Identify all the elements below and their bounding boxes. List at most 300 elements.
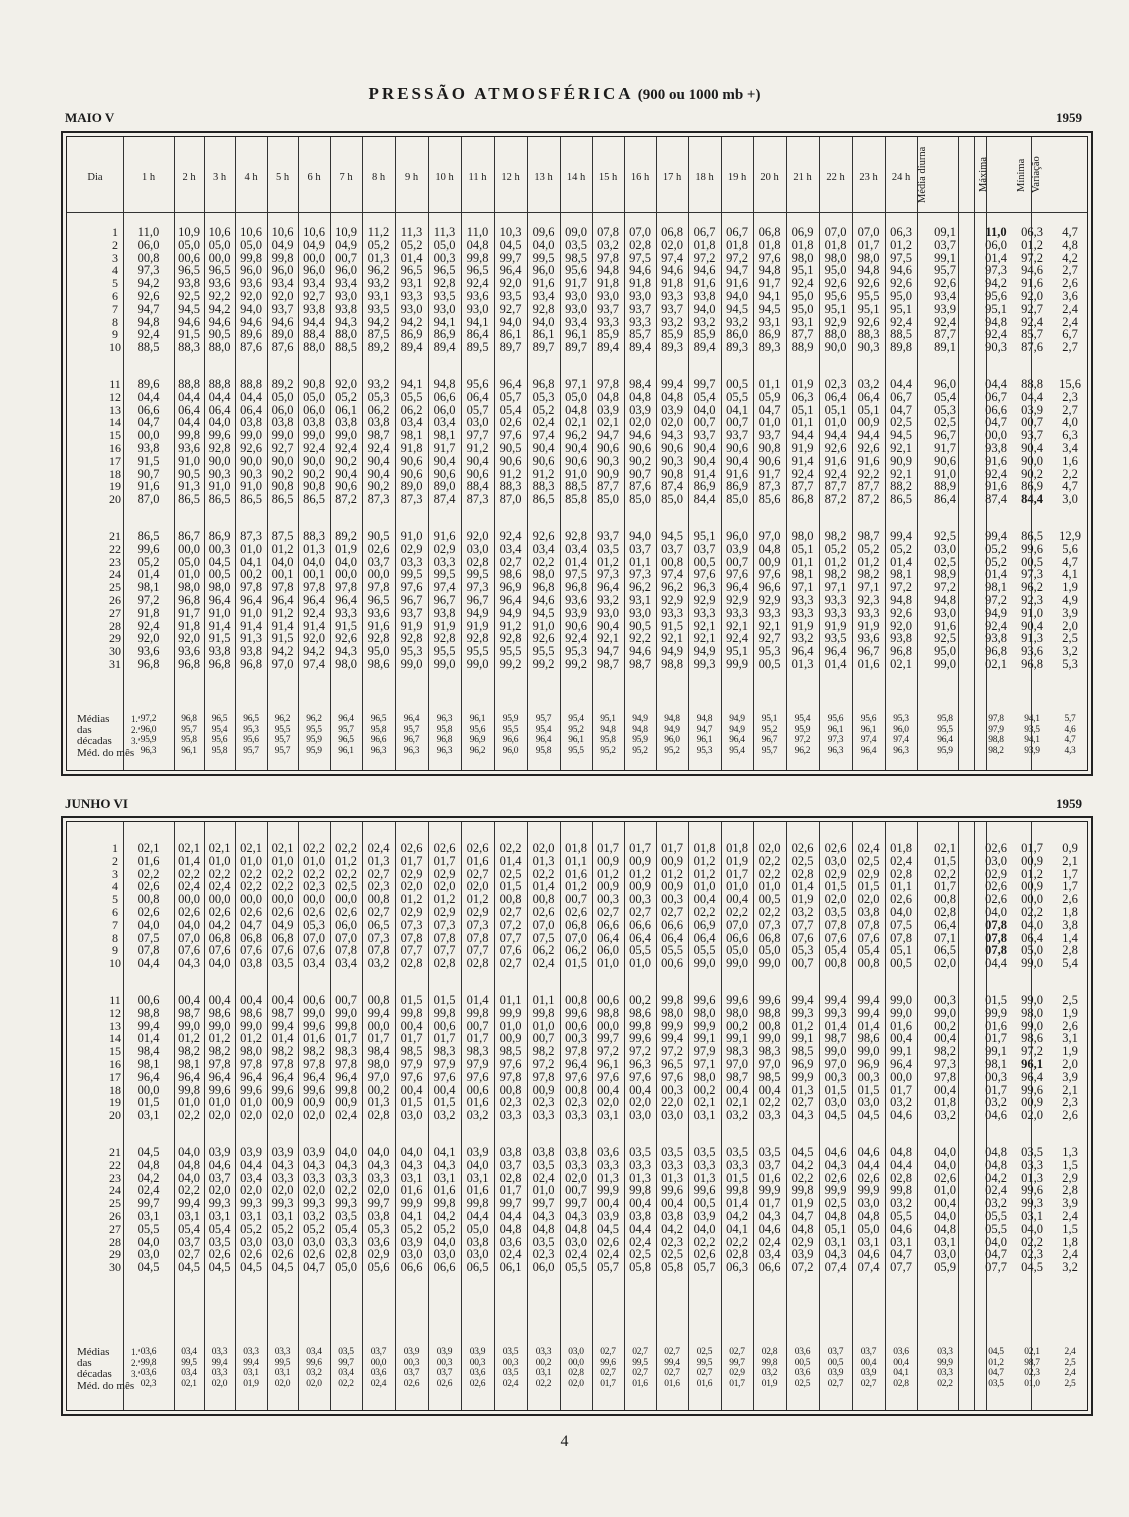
table-cell: 03,9: [726, 541, 748, 556]
table-cell: 03,4: [303, 956, 325, 971]
table-cell: 90,2: [303, 466, 325, 481]
table-cell: 07,6: [857, 930, 880, 945]
means-cell: 00,0: [370, 1357, 387, 1368]
table-cell: 04,0: [303, 554, 325, 569]
table-cell: 05,3: [367, 1221, 390, 1236]
table-cell: 00,3: [824, 1069, 847, 1084]
table-cell: 94,0: [532, 314, 555, 329]
table-cell: 96,5: [466, 263, 489, 278]
table-cell: 95,6: [824, 289, 847, 303]
table-cell: 5,6: [1062, 541, 1078, 556]
table-cell: 96,8: [532, 580, 555, 595]
table-cell: 05,2: [824, 541, 847, 556]
table-cell: 92,4: [934, 314, 956, 329]
means-cell: 03,2: [306, 1368, 322, 1379]
table-cell: 00,5: [693, 554, 716, 569]
table-cell: 92,8: [466, 631, 489, 646]
means-cell: 95,1: [600, 714, 616, 724]
table-cell: 05,7: [466, 402, 489, 417]
day-number: 26: [109, 593, 121, 607]
means-cell: 95,3: [696, 745, 713, 756]
table-cell: 97,2: [890, 580, 912, 595]
day-number: 23: [109, 554, 121, 569]
table-cell: 01,6: [565, 866, 587, 881]
table-cell: 92,4: [565, 631, 587, 646]
table-cell: 05,1: [857, 402, 880, 417]
table-cell: 89,3: [758, 340, 781, 355]
means-cell: 94,8: [632, 724, 648, 735]
means-label-l4: Méd. do mês: [77, 1379, 135, 1392]
table-cell: 91,7: [178, 605, 200, 620]
means-cell: 95,6: [469, 724, 486, 735]
table-cell: 86,1: [532, 327, 555, 342]
table-cell: 99,9: [758, 1183, 781, 1198]
table-cell: 94,4: [791, 428, 814, 443]
means-cell: 95,5: [568, 745, 584, 756]
table-cell: 03,0: [466, 1247, 489, 1262]
table-cell: 90,0: [208, 453, 231, 468]
table-cell: 02,0: [208, 1108, 231, 1123]
means-label-l3: décadas: [77, 1368, 112, 1381]
table-cell: 94,4: [824, 428, 847, 443]
table-cell: 90,2: [629, 453, 651, 468]
table-cell: 01,2: [629, 866, 651, 881]
table-cell: 00,8: [565, 993, 587, 1007]
table-cell: 03,5: [208, 1234, 231, 1249]
table-cell: 90,8: [303, 377, 325, 391]
table-cell: 02,6: [597, 1234, 619, 1249]
table-cell: 01,6: [303, 1031, 325, 1046]
table-cell: 01,2: [400, 892, 423, 907]
table-cell: 91,2: [532, 466, 555, 481]
table-cell: 00,8: [824, 956, 847, 971]
table-cell: 07,6: [178, 943, 200, 958]
table-cell: 03,3: [271, 1170, 294, 1185]
table-cell: 94,1: [466, 314, 489, 329]
table-cell: 09,6: [532, 225, 555, 239]
means-cell: 95,5: [502, 724, 519, 735]
table-cell: 05,7: [693, 1260, 716, 1275]
table-cell: 02,7: [597, 905, 619, 919]
table-cell: 04,4: [240, 389, 262, 404]
table-cell: 03,3: [661, 1157, 683, 1172]
table-cell: 01,7: [433, 853, 456, 868]
table-cell: 99,8: [629, 1018, 651, 1033]
table-cell: 92,4: [791, 276, 814, 291]
table-cell: 89,4: [597, 340, 619, 355]
means-label-l2: das: [77, 724, 92, 737]
table-cell: 2,6: [1062, 1108, 1078, 1123]
means-cell: 96,6: [502, 735, 519, 746]
table-cell: 01,3: [597, 1170, 619, 1185]
table-cell: 04,8: [565, 1221, 587, 1236]
table-cell: 03,0: [629, 1108, 651, 1123]
table-cell: 98,0: [791, 529, 814, 543]
table-cell: 02,0: [303, 1108, 325, 1123]
table-cell: 99,3: [1021, 1196, 1043, 1211]
table-cell: 95,5: [857, 289, 880, 303]
table-cell: 01,4: [466, 993, 489, 1007]
table-cell: 02,4: [532, 956, 555, 971]
table-cell: 97,6: [758, 567, 781, 582]
table-cell: 93,7: [400, 605, 423, 620]
table-cell: 99,6: [629, 1031, 651, 1046]
means-cell: 03,4: [181, 1368, 197, 1379]
table-cell: 02,6: [208, 1247, 231, 1262]
table-cell: 92,4: [985, 618, 1007, 633]
table-cell: 96,4: [890, 1057, 912, 1071]
table-cell: 00,6: [597, 993, 619, 1007]
table-cell: 94,5: [178, 301, 200, 316]
table-cell: 93,0: [565, 301, 587, 316]
means-cell: 99,9: [937, 1357, 953, 1368]
means-cell: 99,6: [600, 1357, 616, 1368]
table-cell: 02,0: [466, 879, 489, 894]
table-cell: 04,8: [934, 1221, 956, 1236]
table-cell: 98,3: [726, 1044, 748, 1059]
table-cell: 02,4: [758, 1234, 781, 1249]
means-cell: 95,7: [535, 714, 552, 724]
table-cell: 05,6: [367, 1260, 390, 1275]
table-cell: 07,8: [466, 930, 489, 945]
table-cell: 98,4: [137, 1044, 160, 1059]
table-cell: 02,6: [532, 905, 555, 919]
table-cell: 03,9: [597, 1209, 619, 1223]
table-cell: 94,6: [629, 644, 651, 659]
table-cell: 92,4: [499, 529, 522, 543]
table-cell: 93,8: [335, 301, 357, 316]
table-cell: 91,0: [240, 479, 262, 494]
table-cell: 00,4: [400, 1082, 423, 1097]
day-number: 24: [109, 567, 121, 582]
means-cell: 03,6: [140, 1347, 157, 1357]
table-cell: 05,3: [934, 402, 956, 417]
means-cell: 2,4: [1064, 1347, 1076, 1357]
table-cell: 96,8: [985, 644, 1007, 659]
table-cell: 90,8: [758, 441, 781, 455]
table-cell: 06,8: [208, 930, 231, 945]
table-cell: 06,4: [693, 930, 716, 945]
table-cell: 1,6: [1062, 453, 1078, 468]
table-cell: 97,6: [693, 567, 716, 582]
table-cell: 92,6: [532, 631, 555, 646]
table-cell: 07,3: [400, 917, 423, 932]
table-cell: 93,3: [726, 605, 748, 620]
means-cell: 03,4: [306, 1347, 322, 1357]
table-cell: 02,7: [178, 1247, 200, 1262]
table-cell: 01,7: [466, 1031, 489, 1046]
table-cell: 2,8: [1062, 1183, 1078, 1198]
table-cell: 03,5: [758, 1145, 781, 1159]
table-cell: 97,2: [985, 593, 1007, 607]
table-cell: 98,8: [758, 1005, 781, 1020]
table-cell: 00,8: [367, 993, 390, 1007]
means-cell: 94,8: [664, 714, 680, 724]
table-cell: 06,0: [985, 237, 1007, 252]
table-cell: 03,8: [271, 415, 294, 430]
table-cell: 03,2: [466, 1108, 489, 1123]
means-cell: 03,5: [988, 1378, 1004, 1389]
table-cell: 02,2: [726, 1234, 748, 1249]
table-cell: 03,5: [629, 1145, 651, 1159]
day-number: 7: [112, 301, 118, 316]
means-cell: 01,2: [988, 1357, 1004, 1368]
table-cell: 99,8: [178, 1082, 200, 1097]
header-hour-24: 24 h: [891, 172, 911, 183]
table-cell: 94,0: [629, 529, 651, 543]
table-cell: 92,6: [532, 529, 555, 543]
table-cell: 00,7: [335, 993, 357, 1007]
table-cell: 04,7: [890, 402, 912, 417]
means-cell: 99,4: [243, 1357, 259, 1368]
table-cell: 1,8: [1062, 905, 1078, 919]
table-cell: 93,6: [240, 276, 262, 291]
table-cell: 98,1: [791, 567, 814, 582]
means-cell: 03,7: [436, 1368, 453, 1379]
table-cell: 02,9: [985, 866, 1007, 881]
table-cell: 03,2: [934, 1108, 956, 1123]
table-cell: 02,7: [791, 1095, 814, 1110]
table-cell: 02,6: [303, 1247, 325, 1262]
means-cell: 03,2: [761, 1368, 778, 1379]
table-cell: 02,6: [985, 892, 1007, 907]
table-cell: 3,2: [1062, 1260, 1078, 1275]
header-hour-23: 23 h: [859, 172, 878, 183]
table-cell: 99,3: [208, 1196, 231, 1211]
table-cell: 00,7: [693, 415, 716, 430]
table-cell: 00,0: [985, 428, 1007, 443]
table-cell: 87,7: [857, 479, 880, 494]
table-cell: 00,9: [1021, 879, 1043, 894]
table-cell: 01,7: [629, 841, 651, 855]
table-cell: 91,6: [433, 529, 456, 543]
table-cell: 10,6: [303, 225, 325, 239]
table-cell: 07,0: [824, 225, 847, 239]
table-cell: 02,8: [400, 956, 423, 971]
table-cell: 01,0: [726, 879, 748, 894]
table-cell: 00,4: [240, 993, 262, 1007]
table-cell: 96,3: [629, 1057, 651, 1071]
table-cell: 99,2: [499, 657, 522, 671]
table-cell: 05,2: [335, 389, 357, 404]
table-cell: 91,0: [532, 618, 555, 633]
table-cell: 97,2: [137, 593, 160, 607]
table-cell: 93,0: [335, 289, 357, 303]
means-cell: 95,5: [937, 724, 953, 735]
table-cell: 97,8: [335, 1057, 357, 1071]
table-cell: 2,8: [1062, 943, 1078, 958]
means-cell: 97,2: [140, 714, 157, 724]
table-cell: 04,3: [791, 1108, 814, 1123]
header-hour-13: 13 h: [534, 172, 553, 183]
table-cell: 03,1: [178, 1209, 200, 1223]
means-cell: 93,9: [1024, 745, 1040, 756]
table-cell: 03,3: [400, 554, 423, 569]
table-cell: 04,7: [137, 415, 160, 430]
table-cell: 04,5: [137, 1260, 160, 1275]
means-cell: 97,2: [794, 735, 811, 746]
table-cell: 87,7: [824, 479, 847, 494]
table-cell: 86,4: [466, 327, 489, 342]
table-cell: 88,0: [303, 340, 325, 355]
table-cell: 04,8: [661, 389, 683, 404]
table-cell: 98,1: [433, 428, 456, 443]
table-cell: 00,0: [303, 892, 325, 907]
table-cell: 03,6: [499, 1234, 522, 1249]
table-cell: 90,4: [433, 453, 456, 468]
decade-label-d3: 3.ª: [131, 736, 141, 747]
table-cell: 97,6: [499, 1057, 522, 1071]
table-cell: 03,2: [597, 237, 619, 252]
means-cell: 03,3: [937, 1347, 953, 1357]
table-cell: 3,0: [1062, 492, 1078, 507]
table-cell: 91,4: [303, 618, 325, 633]
table-cell: 2,1: [1062, 853, 1078, 868]
table-cell: 00,7: [532, 1031, 555, 1046]
table-cell: 92,8: [367, 631, 390, 646]
table-cell: 00,5: [758, 892, 781, 907]
table-cell: 02,6: [466, 841, 489, 855]
table-cell: 2,7: [1062, 263, 1078, 278]
means-cell: 95,4: [794, 714, 811, 724]
table-cell: 03,0: [271, 1234, 294, 1249]
table-cell: 91,6: [137, 479, 160, 494]
table-cell: 93,7: [758, 428, 781, 443]
table-cell: 92,6: [890, 605, 912, 620]
table-cell: 01,0: [208, 853, 231, 868]
table-cell: 97,4: [661, 250, 683, 265]
table-cell: 00,2: [367, 1082, 390, 1097]
day-number: 12: [109, 389, 121, 404]
table-cell: 88,8: [208, 377, 231, 391]
table-cell: 05,5: [400, 389, 423, 404]
table-cell: 96,4: [335, 1069, 357, 1084]
table-cell: 03,8: [499, 1145, 522, 1159]
table-cell: 03,0: [303, 1234, 325, 1249]
table-cell: 3,8: [1062, 917, 1078, 932]
table-cell: 96,9: [499, 580, 522, 595]
table-cell: 99,9: [597, 1183, 619, 1198]
table-cell: 97,6: [726, 567, 748, 582]
table-cell: 97,4: [303, 657, 325, 671]
day-number: 22: [109, 1157, 121, 1172]
table-cell: 99,9: [791, 1069, 814, 1084]
table-cell: 03,5: [532, 1157, 555, 1172]
table-cell: 06,6: [597, 917, 619, 932]
table-cell: 00,7: [726, 554, 748, 569]
table-cell: 02,6: [271, 905, 294, 919]
table-cell: 03,9: [303, 1145, 325, 1159]
means-label-l4: Méd. do mês: [77, 746, 135, 759]
table-cell: 04,0: [208, 956, 231, 971]
table-cell: 99,4: [857, 1005, 880, 1020]
table-cell: 00,0: [178, 541, 200, 556]
table-cell: 04,6: [758, 1221, 781, 1236]
table-cell: 01,8: [693, 841, 716, 855]
table-cell: 95,1: [693, 529, 716, 543]
table-cell: 00,0: [137, 1082, 160, 1097]
means-cell: 02,8: [893, 1378, 909, 1389]
table-cell: 04,0: [1021, 917, 1043, 932]
table-cell: 99,8: [400, 1005, 423, 1020]
table-cell: 91,5: [208, 631, 231, 646]
table-cell: 92,8: [208, 441, 231, 455]
table-cell: 99,4: [791, 993, 814, 1007]
table-cell: 02,6: [208, 905, 231, 919]
table-cell: 03,3: [629, 1157, 651, 1172]
header-hour-21: 21 h: [793, 172, 812, 183]
table-cell: 1,7: [1062, 866, 1078, 881]
table-cell: 02,7: [367, 905, 390, 919]
table-cell: 87,2: [857, 492, 880, 507]
table-cell: 02,8: [499, 1170, 522, 1185]
table-cell: 4,9: [1062, 593, 1078, 607]
table-cell: 98,0: [208, 580, 231, 595]
table-cell: 2,7: [1062, 402, 1078, 417]
table-cell: 04,4: [137, 389, 160, 404]
means-cell: 94,9: [664, 724, 680, 735]
table-cell: 99,8: [240, 250, 262, 265]
header-hour-1: 1 h: [141, 172, 156, 183]
table-cell: 10,6: [240, 225, 262, 239]
table-cell: 93,3: [824, 593, 847, 607]
table-cell: 99,6: [303, 1018, 325, 1033]
table-cell: 88,8: [178, 377, 200, 391]
table-cell: 90,4: [726, 453, 748, 468]
table-cell: 05,8: [629, 1260, 651, 1275]
table-cell: 05,4: [178, 1221, 200, 1236]
table-cell: 92,1: [693, 618, 716, 633]
table-cell: 98,5: [758, 1069, 781, 1084]
table-cell: 99,0: [934, 657, 956, 671]
table-cell: 92,0: [335, 377, 357, 391]
means-cell: 03,1: [535, 1368, 552, 1379]
table-cell: 99,0: [240, 428, 262, 443]
table-cell: 03,2: [890, 1095, 912, 1110]
table-cell: 01,0: [178, 567, 200, 582]
table-cell: 96,2: [367, 263, 390, 278]
table-cell: 01,5: [137, 1095, 160, 1110]
table-cell: 03,3: [303, 1170, 325, 1185]
table-cell: 95,3: [400, 644, 423, 659]
table-cell: 01,3: [693, 1170, 716, 1185]
table-cell: 02,1: [240, 841, 262, 855]
means-cell: 01,0: [1024, 1378, 1040, 1389]
table-cell: 94,8: [758, 263, 781, 278]
table-cell: 91,8: [137, 605, 160, 620]
table-cell: 1,8: [1062, 1234, 1078, 1249]
table-cell: 00,6: [303, 993, 325, 1007]
means-cell: 00,5: [827, 1357, 844, 1368]
table-cell: 04,4: [857, 1157, 880, 1172]
table-cell: 04,0: [137, 1234, 160, 1249]
table-cell: 93,2: [367, 276, 390, 291]
table-cell: 05,3: [532, 389, 555, 404]
table-cell: 02,0: [240, 1183, 262, 1198]
table-cell: 98,2: [532, 1044, 555, 1059]
table-cell: 04,0: [178, 1170, 200, 1185]
means-cell: 03,3: [243, 1347, 259, 1357]
table-cell: 06,5: [367, 917, 390, 932]
table-cell: 07,8: [433, 930, 456, 945]
table-cell: 90,3: [857, 340, 880, 355]
table-cell: 00,4: [597, 1082, 619, 1097]
table-cell: 95,5: [466, 644, 489, 659]
table-cell: 06,4: [178, 402, 200, 417]
table-cell: 97,3: [137, 263, 160, 278]
table-cell: 04,0: [693, 402, 716, 417]
table-cell: 05,2: [303, 1221, 325, 1236]
